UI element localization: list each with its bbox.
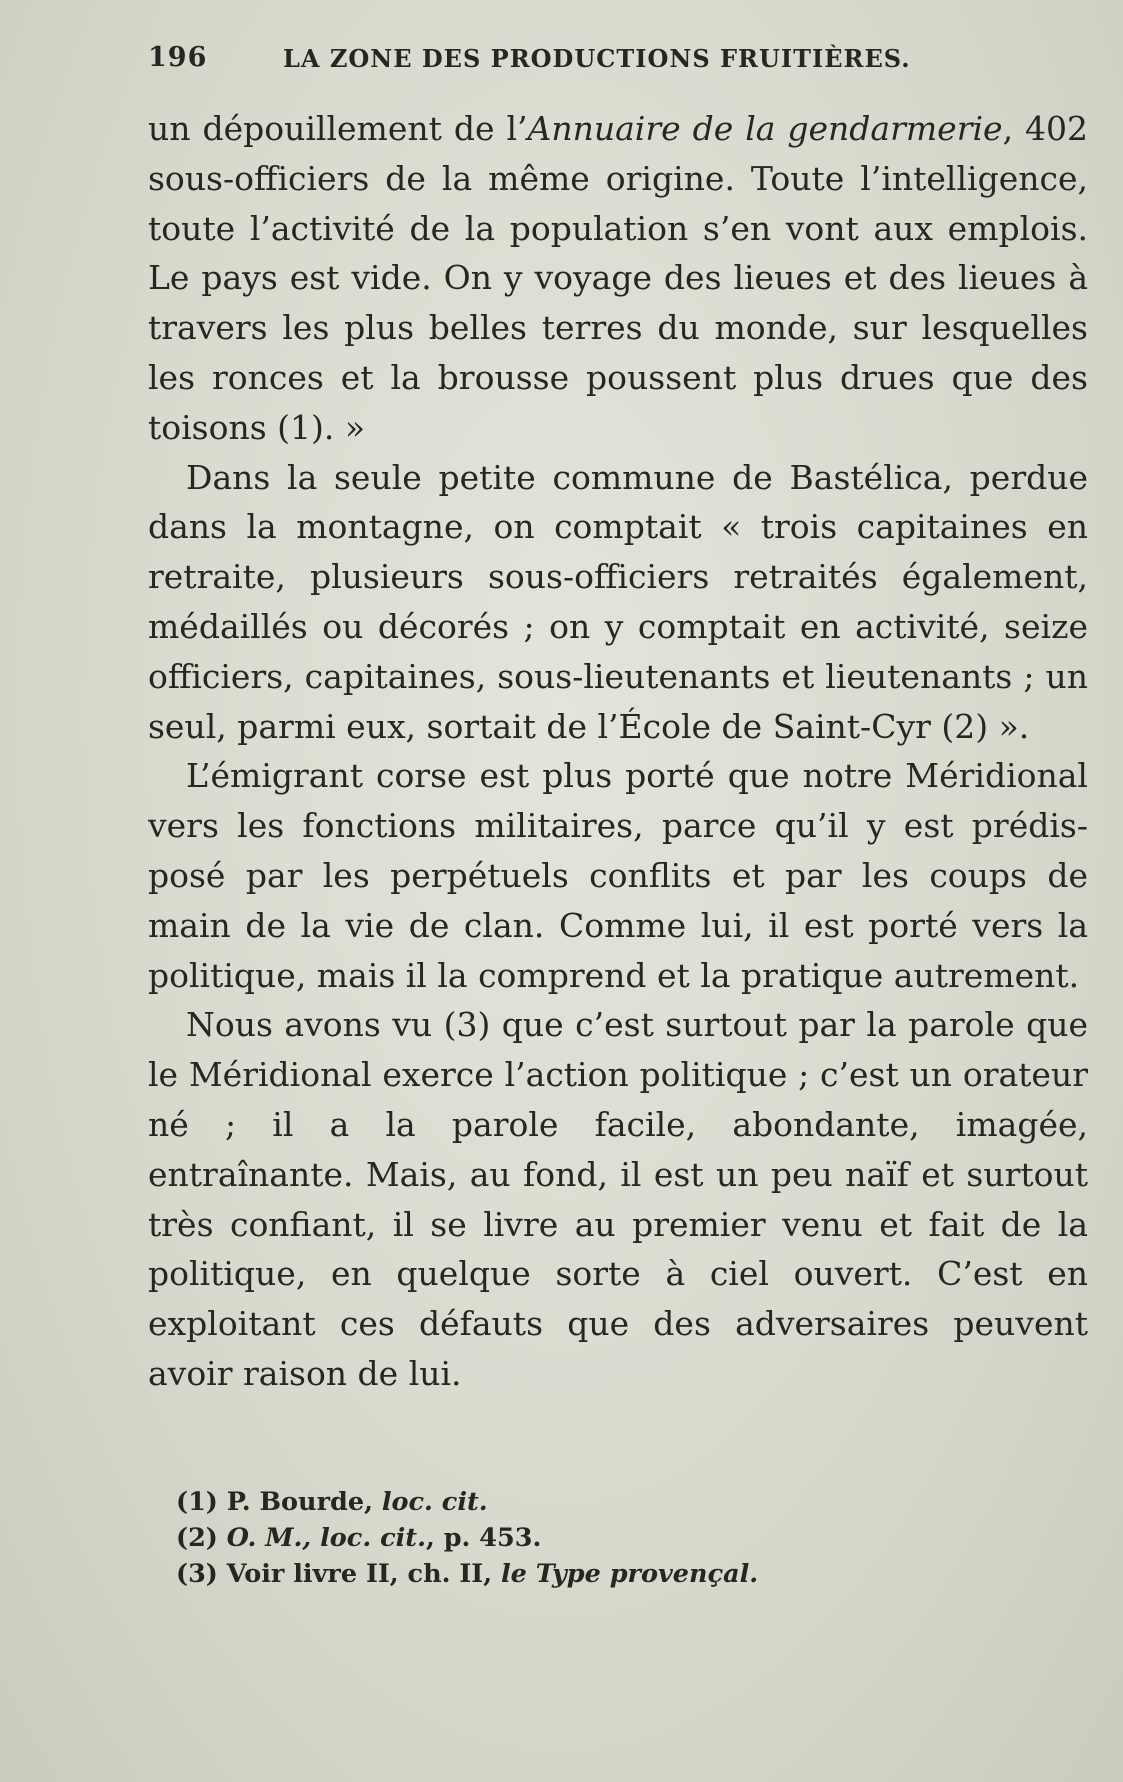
page-header xyxy=(148,42,958,78)
paragraph-text: , 402 sous-officiers de la même origine. Toute l’intelligence, toute l’activité de la population s’en vont aux emplois. Le pays est vide. On y voyage des lieues et des lieues à travers les plus belles terres du monde, sur lesquelles les ronces et la brousse poussent plus drues que des toisons (1). » xyxy=(148,109,1088,447)
footnote-italic: le Type provençal. xyxy=(501,1559,759,1589)
main-text xyxy=(148,104,1088,1399)
footnote-text: , p. 453. xyxy=(425,1523,542,1553)
italic-title: Annuaire de la gendarmerie xyxy=(527,109,1003,148)
footnote-number: (2) xyxy=(176,1523,218,1553)
footnote-text: P. Bourde, xyxy=(226,1487,382,1517)
footnote-1 xyxy=(176,1484,976,1520)
page-number: 196 xyxy=(148,42,208,73)
footnote-3 xyxy=(176,1556,976,1592)
footnote-italic: O. M., loc. cit. xyxy=(226,1523,426,1553)
footnote-italic: loc. cit. xyxy=(381,1487,488,1517)
paragraph-2: Dans la seule petite commune de Bastélica, perdue dans la montagne, on comptait « trois capitaines en retraite, plusieurs sous-officiers retraités également, médaillés ou décorés ; on y comptait en activité, seize officiers, capitaines, sous-lieutenants et lieutenants ; un seul, parmi eux, sortait de l’École de Saint-Cyr (2) ». xyxy=(148,457,1088,746)
footnote-number: (3) xyxy=(176,1559,218,1589)
footnote-2 xyxy=(176,1520,976,1556)
paragraph-text: un dépouillement de l’ xyxy=(148,109,528,148)
footnotes xyxy=(176,1484,976,1592)
paragraph-4: Nous avons vu (3) que c’est surtout par la parole que le Méridional exerce l’action politique ; c’est un orateur né ; il a la parole facile, abondante, imagée, entraînante. Mais, au fond, il est un peu naïf et surtout très confiant, il se livre au premier venu et fait de la politique, en quelque sorte à ciel ouvert. C’est en exploitant ces défauts que des adversaires peuvent avoir raison de lui. xyxy=(148,1005,1088,1393)
paragraph-3: L’émigrant corse est plus porté que notre Méridional vers les fonctions militaires, parce qu’il y est prédisposé par les perpétuels conflits et par les coups de main de la vie de clan. Comme lui, il est porté vers la politique, mais il la comprend et la pratique autrement. xyxy=(148,756,1088,995)
footnote-text: Voir livre II, ch. II, xyxy=(226,1559,501,1589)
paragraph-1 xyxy=(148,104,1088,453)
footnote-number: (1) xyxy=(176,1487,218,1517)
running-title: LA ZONE DES PRODUCTIONS FRUITIÈRES. xyxy=(283,44,911,73)
